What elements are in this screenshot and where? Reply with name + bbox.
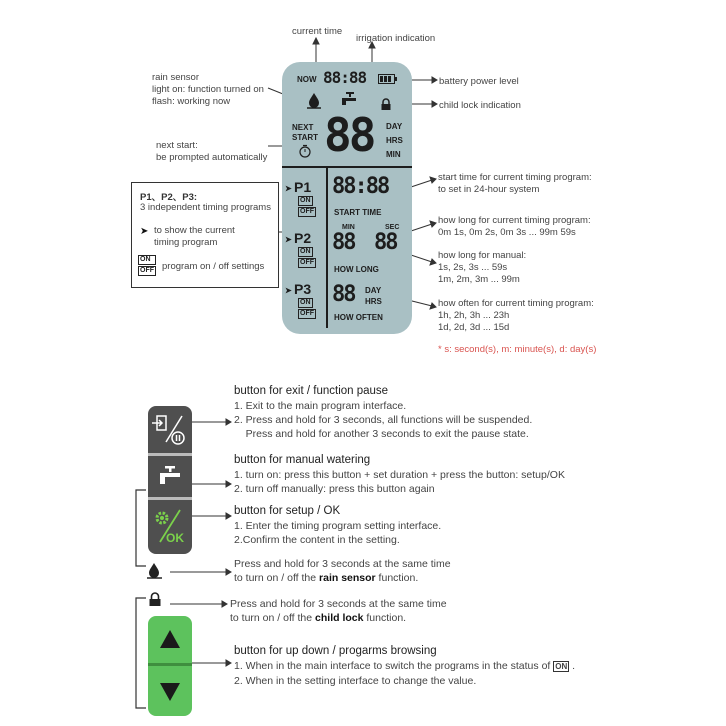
lcd-start-time-label: START TIME [334,208,382,217]
p3-on: ON [300,299,311,306]
lcd-p2: P2 [294,230,312,246]
lcd-often-day: DAY [365,286,382,295]
lcd-how-often-label: HOW OFTEN [334,313,383,322]
p2-arrow-icon: ➤ [285,235,292,244]
program-legend-title: P1、P2、P3: [140,192,198,203]
updown-description: button for up down / progarms browsing 1. When in the main interface to switch the programs in the status of ON . 2. When in the setting interface to change the value. [234,645,576,687]
rain-sensor-icon [306,92,322,110]
exit-pause-icon [148,406,192,452]
lcd-p3: P3 [294,281,312,297]
setup-title: button for setup / OK [234,505,341,517]
irrigation-tap-icon [340,90,360,108]
gear-ok-icon [148,500,192,554]
down-button[interactable] [148,666,192,716]
lcd-hrs: HRS [386,136,403,145]
lcd-start: START [292,133,319,142]
label-child-lock: child lock indication [439,100,521,111]
lcd-time-digits: 88:88 [323,68,367,87]
setup-description: button for setup / OK 1. Enter the timing program setting interface. 2.Confirm the content in the setting. [234,505,442,546]
triangle-down-icon [148,666,192,716]
label-how-often: how often for current timing program: 1h, 2h, 3h ... 23h 1d, 2d, 3d ... 15d [438,298,594,333]
units-note: * s: second(s), m: minute(s), d: day(s) [438,344,597,355]
p2-off: OFF [300,259,314,266]
label-irrigation: irrigation indication [356,33,436,44]
manual-title: button for manual watering [234,454,371,466]
p1-on: ON [300,197,311,204]
lock-combo-description: Press and hold for 3 seconds at the same time to turn on / off the child lock function. [230,598,447,624]
program-legend-subtitle: 3 independent timing programs [140,202,271,213]
p1-off: OFF [300,208,314,215]
lcd-how-long-label: HOW LONG [334,265,379,274]
lcd-how-long-min-digits: 88 [332,230,355,255]
label-how-long: how long for current timing program: 0m 1s, 0m 2s, 0m 3s ... 99m 59s [438,215,591,238]
exit-title: button for exit / function pause [234,385,389,397]
label-battery: battery power level [439,76,519,87]
label-next-start: next start: be prompted automatically [156,140,268,163]
triangle-up-icon [148,616,192,663]
manual-watering-button[interactable] [148,456,192,497]
label-current-time: current time [292,26,343,37]
exit-pause-button[interactable] [148,406,192,452]
lcd-divider-v [326,168,328,328]
lcd-min: MIN [386,150,401,159]
p2-on: ON [300,248,311,255]
tap-icon [148,456,192,497]
rain-combo-description: Press and hold for 3 seconds at the same time to turn on / off the rain sensor function. [234,558,451,584]
lcd-how-long-sec-digits: 88 [374,230,397,255]
lcd-divider-h [282,166,412,168]
child-lock-icon [380,98,392,111]
ok-label: OK [166,531,184,545]
p3-off: OFF [300,310,314,317]
battery-icon [378,74,398,84]
lcd-often-hrs: HRS [365,297,382,306]
arrow-right-icon: ➤ [140,226,149,237]
up-button[interactable] [148,616,192,663]
label-start-time: start time for current timing program: to set in 24-hour system [438,172,592,195]
lcd-min-label: MIN [342,224,355,231]
lcd-sec-label: SEC [385,224,400,231]
lcd-how-often-digits: 88 [332,282,355,307]
manual-description: button for manual watering 1. turn on: press this button + set duration + press the button: setup/OK 2. turn off manually: press this button again [234,454,565,495]
updown-title: button for up down / progarms browsing [234,645,437,657]
arrow-description: to show the current timing program [154,225,235,248]
timer-icon [298,144,312,158]
lcd-day: DAY [386,122,403,131]
label-rain-sensor: rain sensor light on: function turned on flash: working now [152,72,264,107]
lcd-p1: P1 [294,179,312,195]
onoff-description: program on / off settings [162,261,265,272]
lcd-start-time-digits: 88:88 [332,174,389,199]
onoff-badge: ON OFF [140,256,154,274]
p3-arrow-icon: ➤ [285,286,292,295]
p1-arrow-icon: ➤ [285,184,292,193]
lcd-display [282,62,412,334]
setup-ok-button[interactable] [148,500,192,554]
on-badge: ON [555,662,568,671]
lcd-next: NEXT [292,123,314,132]
lock-icon [148,592,162,607]
rain-drop-icon [146,562,164,580]
lcd-next-start-digits: 88 [324,108,374,162]
exit-description: button for exit / function pause 1. Exit to the main program interface. 2. Press and hold for 3 seconds, all functions will be suspended. Press and hold for another 3 seconds to exit the pause state. [234,385,533,440]
label-how-long-manual: how long for manual: 1s, 2s, 3s ... 59s 1m, 2m, 3m ... 99m [438,250,527,285]
program-legend-box [131,182,279,288]
lcd-now: NOW [297,75,317,84]
